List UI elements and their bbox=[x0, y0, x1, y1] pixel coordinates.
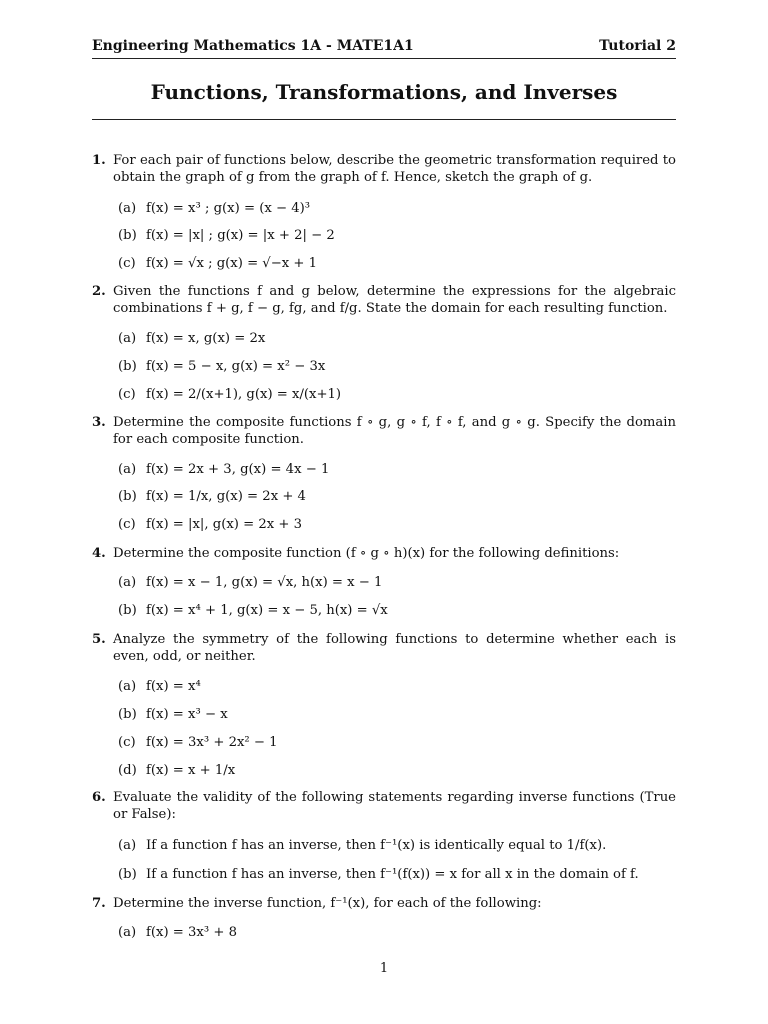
part-label: (a) bbox=[118, 679, 137, 694]
part-label: (a) bbox=[118, 201, 137, 216]
question-part bbox=[118, 200, 676, 217]
course-title: Engineering Mathematics 1A - MATE1A1 bbox=[92, 38, 414, 54]
question-6 bbox=[92, 789, 676, 823]
part-label: (b) bbox=[118, 603, 137, 618]
part-label: (a) bbox=[118, 331, 137, 346]
question-text: Analyze the symmetry of the following functions to determine whether each is even, odd, or neither. bbox=[113, 632, 676, 664]
part-text: f(x) = |x|, g(x) = 2x + 3 bbox=[146, 517, 303, 532]
part-label: (c) bbox=[118, 256, 136, 271]
question-7 bbox=[92, 895, 676, 912]
page-header bbox=[92, 38, 676, 59]
part-label: (a) bbox=[118, 575, 137, 590]
page-number: 1 bbox=[379, 961, 389, 976]
part-text: f(x) = x, g(x) = 2x bbox=[146, 331, 266, 346]
document-title: Functions, Transformations, and Inverses bbox=[150, 80, 618, 104]
question-part bbox=[118, 330, 676, 347]
question-5 bbox=[92, 631, 676, 665]
question-part bbox=[118, 386, 676, 403]
question-1 bbox=[92, 152, 676, 186]
question-part bbox=[118, 837, 676, 854]
part-label: (a) bbox=[118, 838, 137, 853]
question-number: 1. bbox=[92, 153, 106, 168]
question-4 bbox=[92, 545, 676, 562]
part-label: (c) bbox=[118, 517, 136, 532]
part-text: If a function f has an inverse, then f⁻¹(f(x)) = x for all x in the domain of f. bbox=[146, 867, 639, 882]
question-number: 6. bbox=[92, 790, 106, 805]
part-text: f(x) = x³ − x bbox=[146, 707, 228, 722]
question-number: 2. bbox=[92, 284, 106, 299]
part-label: (a) bbox=[118, 462, 137, 477]
question-3 bbox=[92, 414, 676, 448]
part-label: (b) bbox=[118, 489, 137, 504]
part-text: f(x) = 5 − x, g(x) = x² − 3x bbox=[146, 359, 326, 374]
part-text: f(x) = x³ ; g(x) = (x − 4)³ bbox=[146, 201, 311, 216]
question-part bbox=[118, 516, 676, 533]
tutorial-label: Tutorial 2 bbox=[599, 38, 676, 54]
part-text: f(x) = x − 1, g(x) = √x, h(x) = x − 1 bbox=[146, 575, 383, 590]
question-text: For each pair of functions below, describe the geometric transformation required to obtain the graph of g from the graph of f. Hence, sketch the graph of g. bbox=[113, 153, 676, 185]
part-text: f(x) = 1/x, g(x) = 2x + 4 bbox=[146, 489, 306, 504]
question-number: 4. bbox=[92, 546, 106, 561]
part-label: (a) bbox=[118, 925, 137, 940]
question-part bbox=[118, 924, 676, 941]
question-part bbox=[118, 358, 676, 375]
question-number: 5. bbox=[92, 632, 106, 647]
question-part bbox=[118, 706, 676, 723]
question-part bbox=[118, 461, 676, 478]
question-part bbox=[118, 602, 676, 619]
part-text: f(x) = x⁴ bbox=[146, 679, 201, 694]
question-text: Determine the composite functions f ∘ g, g ∘ f, f ∘ f, and g ∘ g. Specify the domain for each composite function. bbox=[113, 415, 676, 447]
question-part bbox=[118, 255, 676, 272]
question-text: Determine the inverse function, f⁻¹(x), for each of the following: bbox=[113, 896, 542, 911]
part-text: If a function f has an inverse, then f⁻¹(x) is identically equal to 1/f(x). bbox=[146, 838, 607, 853]
part-text: f(x) = |x| ; g(x) = |x + 2| − 2 bbox=[146, 228, 335, 243]
part-label: (b) bbox=[118, 359, 137, 374]
question-part bbox=[118, 678, 676, 695]
question-number: 7. bbox=[92, 896, 106, 911]
part-label: (c) bbox=[118, 735, 136, 750]
question-text: Determine the composite function (f ∘ g ∘ h)(x) for the following definitions: bbox=[113, 546, 620, 561]
part-label: (b) bbox=[118, 228, 137, 243]
title-divider bbox=[92, 119, 676, 120]
part-label: (d) bbox=[118, 763, 137, 778]
question-part bbox=[118, 488, 676, 505]
part-label: (b) bbox=[118, 867, 137, 882]
question-part bbox=[118, 866, 676, 883]
part-text: f(x) = 3x³ + 2x² − 1 bbox=[146, 735, 278, 750]
question-2 bbox=[92, 283, 676, 317]
part-text: f(x) = 2/(x+1), g(x) = x/(x+1) bbox=[146, 387, 342, 402]
question-text: Given the functions f and g below, determine the expressions for the algebraic combinations f + g, f − g, fg, and f/g. State the domain for each resulting function. bbox=[113, 284, 676, 316]
part-text: f(x) = x + 1/x bbox=[146, 763, 236, 778]
question-part bbox=[118, 734, 676, 751]
question-part bbox=[118, 574, 676, 591]
part-text: f(x) = 3x³ + 8 bbox=[146, 925, 237, 940]
part-text: f(x) = √x ; g(x) = √−x + 1 bbox=[146, 256, 318, 271]
question-part bbox=[118, 762, 676, 779]
question-number: 3. bbox=[92, 415, 106, 430]
part-label: (b) bbox=[118, 707, 137, 722]
part-text: f(x) = 2x + 3, g(x) = 4x − 1 bbox=[146, 462, 330, 477]
part-label: (c) bbox=[118, 387, 136, 402]
question-part bbox=[118, 227, 676, 244]
question-text: Evaluate the validity of the following statements regarding inverse functions (True or False): bbox=[113, 790, 676, 822]
part-text: f(x) = x⁴ + 1, g(x) = x − 5, h(x) = √x bbox=[146, 603, 388, 618]
